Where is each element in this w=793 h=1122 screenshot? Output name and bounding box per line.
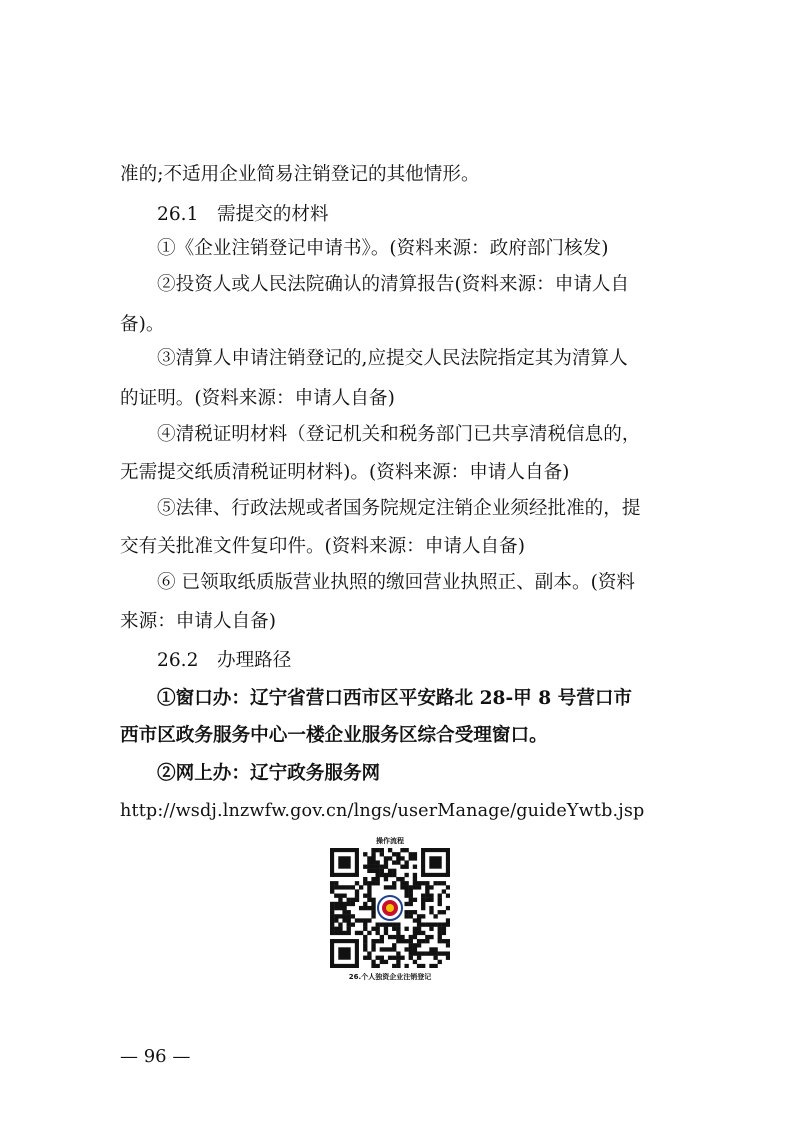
text-line: 准的;不适用企业简易注销登记的其他情形。	[120, 164, 480, 185]
text-line: ①《企业注销登记申请书》。(资料来源：政府部门核发)	[157, 238, 609, 259]
qr-code-block	[320, 836, 460, 984]
text-line: ⑤法律、行政法规或者国务院规定注销企业须经批准的，提	[157, 498, 641, 519]
section-heading: 26.1 需提交的材料	[157, 204, 329, 225]
qr-title: 操作流程	[376, 837, 404, 845]
text-line: ④清税证明材料（登记机关和税务部门已共享清税信息的，	[157, 424, 641, 445]
page-number: — 96 —	[120, 1046, 191, 1067]
text-line: 西市区政务服务中心一楼企业服务区综合受理窗口。	[120, 725, 548, 746]
text-line: 来源：申请人自备)	[120, 611, 277, 632]
text-line: ③清算人申请注销登记的,应提交人民法院指定其为清算人	[157, 348, 628, 369]
qr-caption: 26.个人独资企业注销登记	[348, 973, 432, 981]
text-line: ⑥ 已领取纸质版营业执照的缴回营业执照正、副本。(资料	[157, 572, 636, 593]
text-line: ①窗口办：辽宁省营口西市区平安路北 28-甲 8 号营口市	[157, 688, 633, 709]
text-line: ②网上办：辽宁政务服务网	[157, 763, 381, 784]
text-line: 备)。	[120, 314, 165, 335]
text-line: 的证明。(资料来源：申请人自备)	[120, 388, 395, 409]
text-line: 交有关批准文件复印件。(资料来源：申请人自备)	[120, 536, 525, 557]
qr-code-icon	[330, 848, 450, 968]
section-heading: 26.2 办理路径	[157, 650, 292, 671]
url-text: http://wsdj.lnzwfw.gov.cn/lngs/userManage/guideYwtb.jsp	[120, 801, 645, 821]
text-line: ②投资人或人民法院确认的清算报告(资料来源：申请人自	[157, 274, 630, 295]
text-line: 无需提交纸质清税证明材料)。(资料来源：申请人自备)	[120, 462, 570, 483]
